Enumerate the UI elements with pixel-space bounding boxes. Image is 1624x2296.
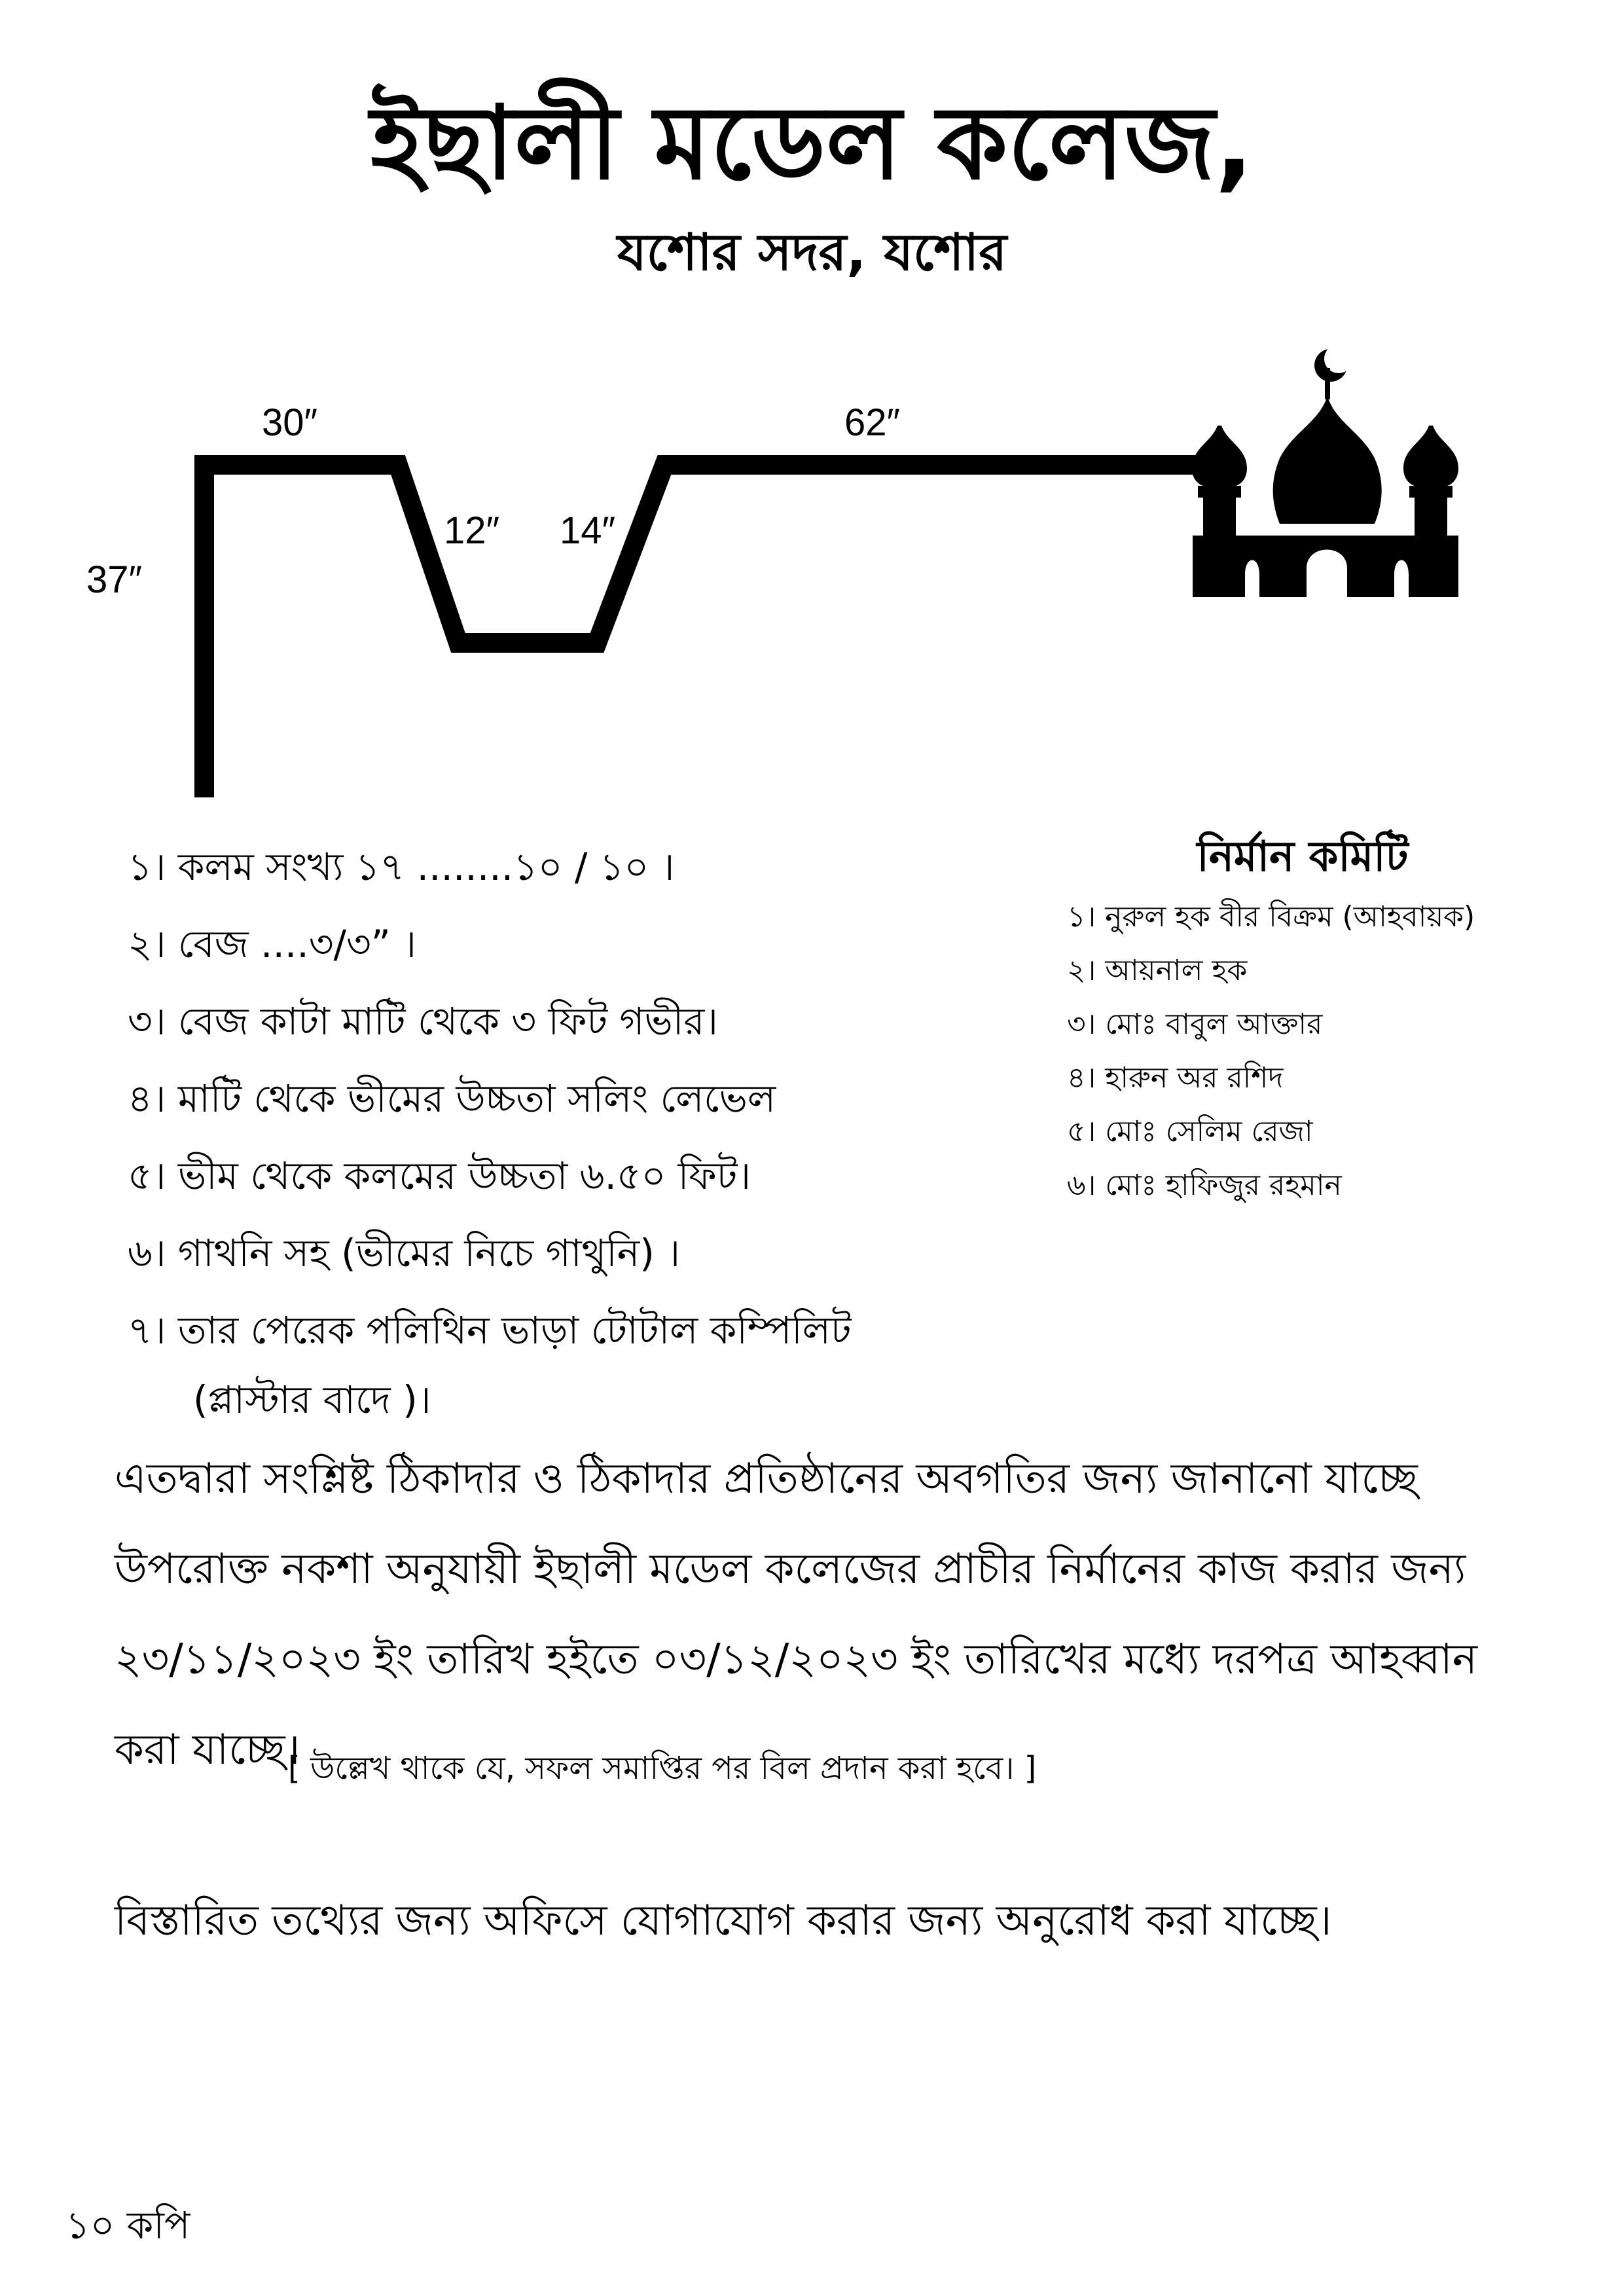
wall-profile-drawing (0, 327, 1624, 825)
contact-request: বিস্তারিত তথ্যের জন্য অফিসে যোগাযোগ করার জন্য অনুরোধ করা যাচ্ছে। (115, 1897, 1332, 1945)
spec-item: ৭। তার পেরেক পলিথিন ভাড়া টোটাল কম্পিলিট (128, 1308, 852, 1353)
mosque-icon (1192, 344, 1458, 597)
dim-slope-right: 14″ (560, 509, 616, 552)
dim-top-left: 30″ (262, 401, 318, 444)
spec-item: ৬। গাথনি সহ (ভীমের নিচে গাথুনি) । (128, 1231, 681, 1275)
spec-item: ২। বেজ ....৩/৩” । (128, 922, 416, 966)
spec-item: ৪। মাটি থেকে ভীমের উচ্চতা সলিং লেভেল (128, 1076, 776, 1121)
dim-left-height: 37″ (86, 558, 143, 601)
dim-top-right: 62″ (844, 401, 901, 444)
committee-member: ২। আয়নাল হক (1067, 954, 1248, 987)
committee-title: নির্মান কমিটি (1197, 833, 1409, 881)
copies-count: ১০ কপি (65, 2203, 190, 2248)
page-title: ইছালী মডেল কলেজ, (370, 84, 1254, 202)
page-subtitle: যশোর সদর, যশোর (617, 223, 1007, 282)
spec-item-continuation: (প্লাস্টার বাদে )। (193, 1377, 431, 1422)
committee-member: ৫। মোঃ সেলিম রেজা (1067, 1115, 1313, 1148)
payment-note: [ উল্লেখ থাকে যে, সফল সমাপ্তির পর বিল প্রদান করা হবে। ] (288, 1750, 1037, 1787)
wall-profile-outline (204, 465, 1198, 797)
dim-slope-left: 12″ (444, 509, 500, 552)
specification-list (128, 828, 1057, 1431)
spec-item: ৫। ভীম থেকে কলমের উচ্চতা ৬.৫০ ফিট। (128, 1154, 751, 1198)
committee-member: ৩। মোঃ বাবুল আক্তার (1067, 1008, 1323, 1041)
committee-member: ৬। মোঃ হাফিজুর রহমান (1067, 1169, 1342, 1202)
committee-member: ৪। হারুন অর রশিদ (1067, 1061, 1284, 1095)
spec-item: ১। কলম সংখ্য ১৭ ........১০ / ১০ । (128, 845, 675, 889)
committee-list (1067, 890, 1475, 1212)
committee-member: ১। নুরুল হক বীর বিক্রম (আহবায়ক) (1067, 900, 1475, 934)
tender-notice-paragraph: এতদ্বারা সংশ্লিষ্ট ঠিকাদার ও ঠিকাদার প্রতিষ্ঠানের অবগতির জন্য জানানো যাচ্ছে উপরোক্ত নকশা অনুযায়ী ইছালী মডেল কলেজের প্রাচীর নির্মানের কাজ করার জন্য ২৩/১১/২০২৩ ইং তারিখ হইতে ০৩/১২/২০২৩ ইং তারিখের মধ্যে দরপত্র আহব্বান করা যাচ্ছে। (115, 1455, 1477, 1774)
spec-item: ৩। বেজ কাটা মাটি থেকে ৩ ফিট গভীর। (128, 999, 718, 1044)
